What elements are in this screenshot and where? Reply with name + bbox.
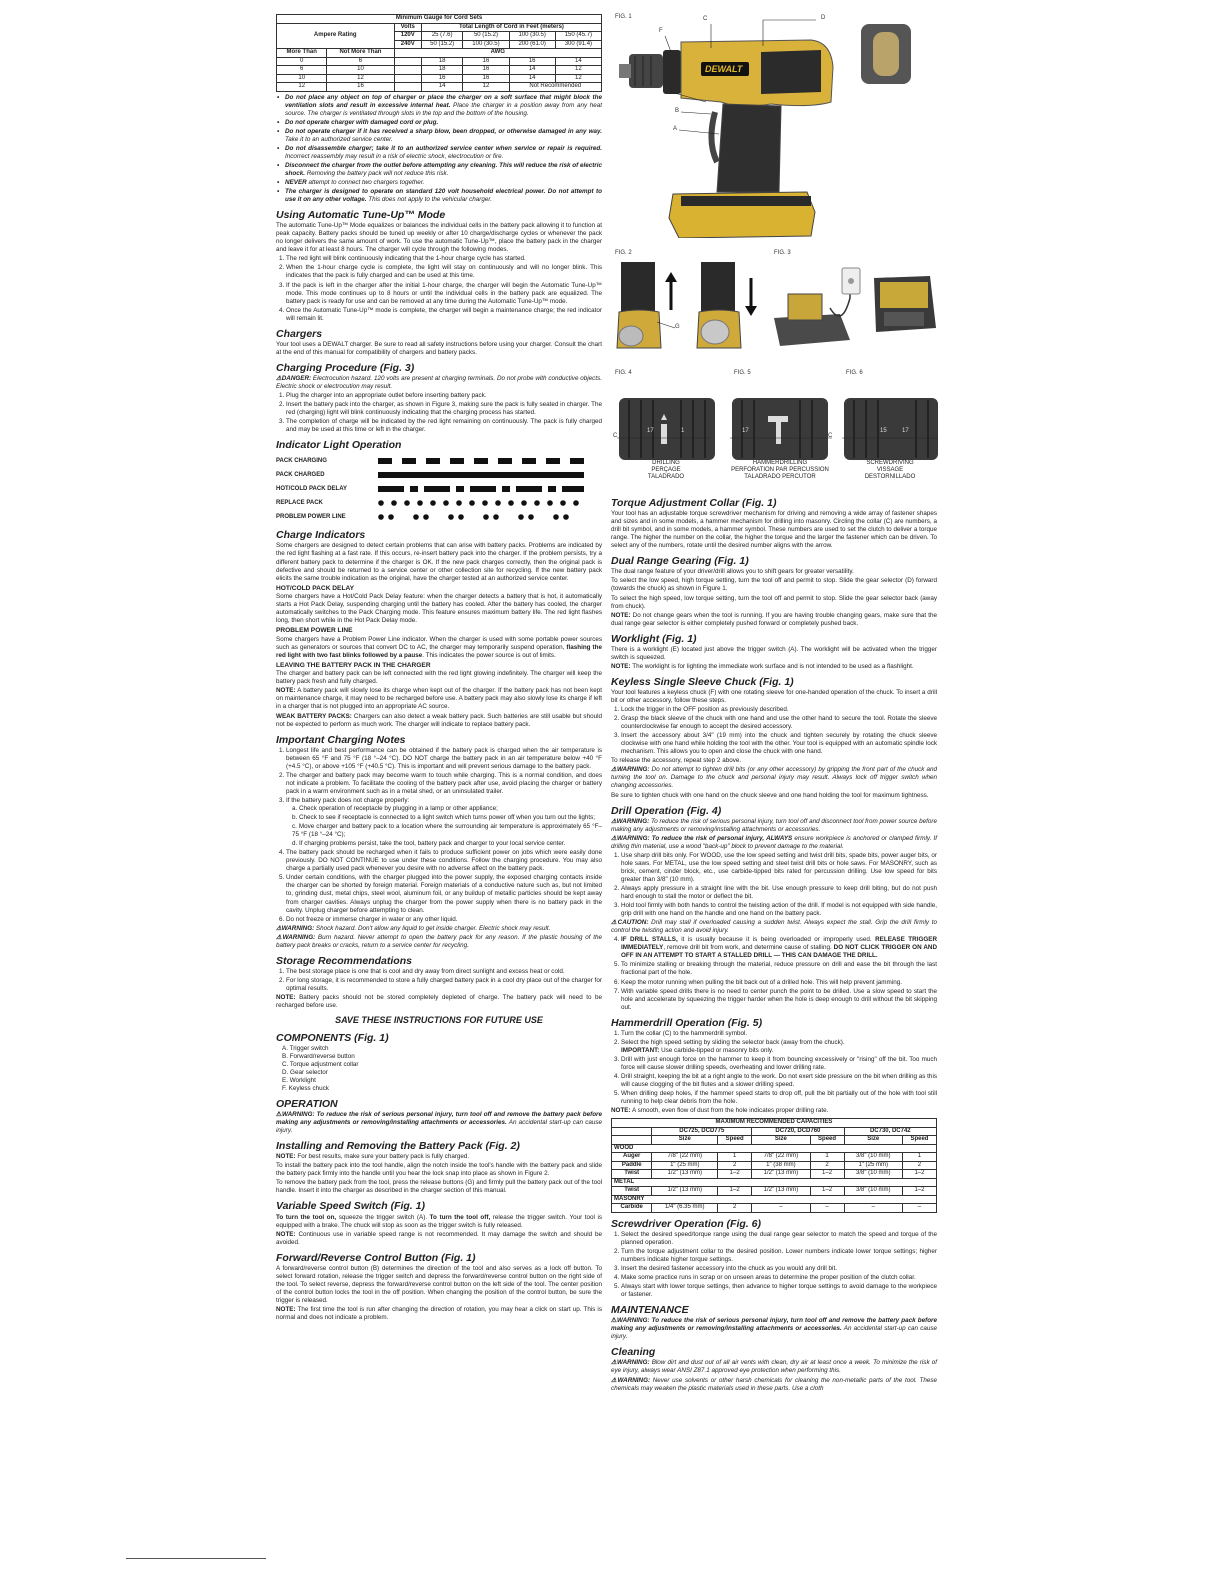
table-cell: 18 (421, 57, 462, 66)
section-title-storage: Storage Recommendations (276, 954, 412, 967)
right-column (611, 492, 937, 1394)
section-title-chargers: Chargers (276, 327, 323, 340)
warning-note: ⚠WARNING: Burn hazard. Never attempt to open the battery pack for any reason. If the plastic housing of the battery pack breaks or cracks, return to a service center for recycling. (276, 933, 602, 949)
indicator-row (276, 496, 602, 510)
drill-list (621, 852, 937, 918)
table-cell: 150 (45.7) (555, 32, 601, 41)
section-title-indicator: Indicator Light Operation (276, 439, 402, 452)
table-cell: 10 (277, 74, 327, 83)
blink-pattern-delay (378, 485, 598, 493)
indicator-label: PACK CHARGED (276, 471, 325, 478)
paragraph: To select the high speed, low torque setting, turn the tool off and permit to stop. Slide the gear selector back (away from chuck). (611, 594, 937, 610)
section-title-tuneup: Using Automatic Tune-Up™ Mode (276, 209, 446, 222)
caution-note: ⚠CAUTION: Drill may stall if overloaded causing a sudden twist. Always expect the stall. Grip the drill firmly to control the twisting action and avoid injury. (611, 919, 938, 935)
table-cell: 18 (421, 66, 462, 75)
table-cell: 16 (327, 83, 394, 92)
list-item: 1. The best storage place is one that is cool and dry away from direct sunlight and excess heat or cold. (286, 968, 602, 976)
paragraph: NOTE: A smooth, even flow of dust from the hole indicates proper drilling rate. (611, 1107, 829, 1115)
indicator-label: HOT/COLD PACK DELAY (276, 485, 348, 492)
paragraph: To install the battery pack into the tool handle, align the notch inside the tool's handle with the battery pack and slide the battery pack firmly into the handle until you hear the lock snap into place as shown in Figure 2. (276, 1162, 602, 1178)
table-cell: 50 (15.2) (463, 32, 509, 41)
charger-illustration (770, 248, 940, 360)
table-cell: 12 (555, 74, 601, 83)
table-row: Paddle 1" (25 mm) 2 1" (38 mm) 2 1" (25 mm) 2 (612, 1161, 937, 1170)
section-title-important: Important Charging Notes (276, 733, 406, 746)
warning-icon: ⚠ (276, 374, 282, 382)
collar-hammer-illustration (724, 380, 836, 466)
warning-note: ⚠WARNING: To reduce the risk of serious personal injury, turn tool off and remove the battery pack before making any adjustments or removing/installing attachments or accessories. An accidental start-up can cause injury. (276, 1111, 602, 1135)
col-header: Size (652, 1136, 718, 1145)
list-item: 3. Insert the desired fastener accessory into the chuck as you would any drill bit. (621, 1265, 937, 1273)
paragraph: To release the accessory, repeat step 2 above. (611, 757, 742, 765)
paragraph: To select the low speed, high torque setting, turn the tool off and permit to stop. Slide the gear selector (D) forward (towards the chuck) as shown in Figure 1. (611, 577, 937, 593)
paragraph: Be sure to tighten chuck with one hand on the chuck sleeve and one hand holding the tool for maximum tightness. (611, 791, 929, 799)
footnote-rule (126, 1558, 266, 1559)
section-title-worklight: Worklight (Fig. 1) (611, 632, 697, 645)
gauge-table-title: Minimum Gauge for Cord Sets (277, 15, 602, 24)
col-header: Speed (902, 1136, 936, 1145)
list-item: c. Move charger and battery pack to a location where the surrounding air temperature is approximately 65 °F–75 °F (18 °–24 °C); (292, 823, 602, 839)
list-item: 4. IF DRILL STALLS, it is usually because it is being overloaded or improperly used. RELEASE TRIGGER IMMEDIATELY, remove drill bit from work, and determine cause of stalling. DO NOT CLICK TRIGGER ON AND OFF IN AN ATTEMPT TO START A STALLED DRILL — THIS CAN DAMAGE THE DRILL. (621, 936, 937, 960)
length-header: Total Length of Cord in Feet (meters) (421, 23, 601, 32)
list-item: 2. The charger and battery pack may become warm to touch while charging. This is a normal condition, and does not indicate a problem. To facilitate the cooling of the battery pack after use, avoid placing the charger or battery pack in a warm environment such as in a metal shed, or an uninsulated trailer. (286, 772, 602, 796)
volt-120: 120V (394, 32, 421, 41)
section-title-charge-indicators: Charge Indicators (276, 529, 366, 542)
callout-c: C (703, 16, 708, 22)
list-item: • NEVER attempt to connect two chargers together. (276, 179, 602, 187)
list-item: 2. Insert the battery pack into the charger, as shown in Figure 3, making sure the pack is fully seated in charger. The red (charging) light will blink continuously indicating that the charging process has started. (286, 401, 602, 417)
table-cell: 25 (7.6) (421, 32, 462, 41)
list-item: • The charger is designed to operate on standard 120 volt household electrical power. Do not attempt to use it on any other voltage. This does not apply to the vehicular charger. (276, 188, 602, 204)
section-title-cleaning: Cleaning (611, 1346, 656, 1359)
list-item: 2. When the 1-hour charge cycle is complete, the light will stay on continuously and will no longer blink. This indicates that the pack is fully charged and can be used at this time. (286, 264, 602, 280)
callout-d: D (821, 15, 826, 21)
storage-list (286, 968, 602, 993)
table-cell: 16 (463, 66, 509, 75)
hammer-list (621, 1030, 937, 1106)
table-cell: 16 (509, 57, 555, 66)
paragraph: Some chargers have a Problem Power Line indicator. When the charger is used with some portable power sources such as generators or sources that convert DC to AC, the charger may temporarily suspend operation, flashing the red light with two fast blinks followed by a pause. This indicates the power source is out of limits. (276, 635, 602, 659)
blink-pattern-charging (378, 457, 598, 465)
section-title-install: Installing and Removing the Battery Pack (Fig. 2) (276, 1140, 520, 1153)
capacities-title: MAXIMUM RECOMMENDED CAPACITIES (612, 1119, 937, 1128)
paragraph: NOTE: Battery packs should not be stored completely depleted of charge. The battery pack will need to be recharged before use. (276, 994, 602, 1010)
list-item: • Disconnect the charger from the outlet before attempting any cleaning. This will reduce the risk of electric shock. Removing the battery pack will not reduce this risk. (276, 162, 602, 178)
table-row: Carbide 1/4" (6.35 mm) 2 – – – – (612, 1204, 937, 1213)
list-item: • Do not operate charger if it has received a sharp blow, been dropped, or otherwise damaged in any way. Take it to an authorized service center. (276, 128, 602, 144)
list-item: 5. Always start with lower torque settings, then advance to higher torque settings to avoid damage to the workpiece or fastener. (621, 1283, 937, 1299)
col-header: Size (844, 1136, 902, 1145)
list-item: 4. Make some practice runs in scrap or on unseen areas to determine the proper position of the clutch collar. (621, 1274, 937, 1282)
list-item: D. Gear selector (282, 1068, 328, 1076)
table-cell: 12 (277, 83, 327, 92)
paragraph: NOTE: For best results, make sure your battery pack is fully charged. (276, 1153, 470, 1161)
list-item: 1. Select the desired speed/torque range using the dual range gear selector to match the speed and torque of the planned operation. (621, 1231, 937, 1247)
paragraph: Your tool has an adjustable torque screwdriver mechanism for driving and removing a wide array of fastener shapes and sizes and in some models, a hammer mechanism for drilling into masonry. Circling the collar (C) are numbers, a drill bit symbol, and in some models, a hammer symbol. These numbers are used to set the clutch to deliver a torque range. The higher the number on the collar, the higher the torque and the larger the fastener which can be driven. To select any of the numbers, rotate until the desired number aligns with the arrow. (611, 510, 937, 550)
figure-4 (611, 368, 721, 488)
components-list (282, 1045, 602, 1093)
collar-drill-illustration (611, 380, 721, 466)
table-cell: 0 (277, 57, 327, 66)
blink-pattern-power-line (378, 513, 598, 521)
left-column (276, 14, 602, 1323)
list-item: B. Forward/reverse button (282, 1052, 355, 1060)
section-title-hammerdrill: Hammerdrill Operation (Fig. 5) (611, 1016, 763, 1029)
list-item: 5. Under certain conditions, with the charger plugged into the power supply, the exposed charging contacts inside the charger can be shorted by foreign material. Foreign materials of a conductive nature such as, but not limited to, grinding dust, metal chips, steel wool, aluminum foil, or any buildup of metallic particles should be kept away from charger cavities. Always unplug the charger from the power supply when there is no battery pack in the cavity. Unplug charger before attempting to clean. (286, 874, 602, 914)
list-item: b. Check to see if receptacle is connected to a light switch which turns power off when you turn out the lights; (292, 814, 595, 822)
list-item: 1. Longest life and best performance can be obtained if the battery pack is charged when the air temperature is between 65 °F and 75 °F (18 °–24 °C). DO NOT charge the battery pack in an air temperature below +40 °F (+4.5 °C), or above +105 °F (+40.5 °C). This is important and will prevent serious damage to the battery pack. (286, 747, 602, 771)
table-cell: 6 (327, 57, 394, 66)
paragraph: NOTE: The first time the tool is run after changing the direction of rotation, you may hear a click on start up. This is normal and does not indicate a problem. (276, 1306, 602, 1322)
list-item: 4. Once the Automatic Tune-Up™ mode is complete, the charger will begin a maintenance charge; the red indicator will remain lit. (286, 307, 602, 323)
col-header: Size (752, 1136, 810, 1145)
list-item: 3. Hold tool firmly with both hands to control the twisting action of the drill. If model is not equipped with side handle, grip drill with one hand on the handle and one hand on the battery pack. (621, 902, 937, 918)
charging-list (286, 392, 602, 434)
list-item: 2. Select the high speed setting by sliding the selector back (away from the chuck). IMPORTANT: Use carbide-tipped or masonry bits only. (621, 1039, 937, 1055)
indicator-row (276, 454, 602, 468)
figure-label: FIG. 6 (846, 370, 863, 376)
paragraph: Some chargers are designed to detect certain problems that can arise with battery packs. Problems are indicated by the red light flashing at a fast rate. If this occurs, re-insert battery pack into the charger. If the problem persists, try a different battery pack to determine if the charger is OK. If the new pack charges correctly, then the original pack is defective and should be returned to a service center or other collection site for recycling. If the new battery pack elicits the same trouble indication as the original, have the charger tested at an authorized service center. (276, 542, 602, 582)
table-cell: 200 (61.0) (509, 40, 555, 49)
collar-number: 17 (742, 428, 749, 434)
callout-e: E (665, 88, 670, 94)
list-item: d. If charging problems persist, take the tool, battery pack and charger to your local service center. (292, 840, 566, 848)
section-title-torque: Torque Adjustment Collar (Fig. 1) (611, 497, 777, 509)
collar-number: 15 (880, 428, 887, 434)
mode-caption-screw: SCREWDRIVING VISSAGE DESTORNILLADO (864, 460, 916, 481)
paragraph: WEAK BATTERY PACKS: Chargers can also detect a weak battery pack. Such batteries are still usable but should not be expected to perform as much work. The charger will indicate to replace battery pack. (276, 712, 602, 728)
paragraph: NOTE: The worklight is for lighting the immediate work surface and is not intended to be used as a flashlight. (611, 662, 914, 670)
collar-number: 17 (902, 428, 909, 434)
awg-header: AWG (394, 49, 601, 58)
ampere-header: Ampere Rating (277, 23, 395, 49)
section-title-screwdriver: Screwdriver Operation (Fig. 6) (611, 1217, 761, 1230)
indicator-row (276, 468, 602, 482)
col-header: Speed (810, 1136, 844, 1145)
screwdriver-list (621, 1231, 937, 1299)
group-header: MASONRY (612, 1195, 937, 1204)
list-item: 2. Grasp the black sleeve of the chuck with one hand and use the other hand to secure the tool. Rotate the sleeve counterclockwise far enough to accept the desired accessory. (621, 715, 937, 731)
warning-note: ⚠WARNING: To reduce the risk of serious personal injury, turn tool off and remove the battery pack before making any adjustments or removing/installing attachments or accessories. An accidental start-up can cause injury. (611, 1317, 937, 1341)
paragraph: NOTE: A battery pack will slowly lose its charge when kept out of the charger. If the battery pack has not been kept on maintenance charge, it may need to be recharged before use. A battery pack may also slowly lose its charge if left in a charger that is not plugged into an appropriate AC source. (276, 687, 602, 711)
list-item: 5. When drilling deep holes, if the hammer speed starts to drop off, pull the bit partially out of the hole with tool still running to help clear debris from the hole. (621, 1090, 937, 1106)
figure-1 (611, 12, 941, 238)
section-title-components: COMPONENTS (Fig. 1) (276, 1031, 389, 1044)
battery-insert-illustration (611, 248, 761, 360)
figure-5 (724, 368, 836, 488)
table-cell: 14 (509, 66, 555, 75)
paragraph: There is a worklight (E) located just above the trigger switch (A). The worklight will be activated when the trigger switch is squeezed. (611, 645, 937, 661)
warning-note: ⚠WARNING: To reduce the risk of serious personal injury, turn tool off and disconnect tool from power source before making any adjustments or removing/installing attachments or accessories. (611, 817, 937, 833)
section-title-operation: OPERATION (276, 1097, 338, 1110)
volts-header: Volts (394, 23, 421, 32)
collar-number: 1 (681, 428, 685, 434)
figure-label: FIG. 2 (615, 250, 632, 256)
table-cell: 16 (463, 57, 509, 66)
list-item: 4. Drill straight, keeping the bit at a right angle to the work. Do not exert side pressure on the bit when drilling as this will cause clogging of the bit flutes and a slower drilling speed. (621, 1073, 937, 1089)
list-item: • Do not place any object on top of charger or place the charger on a soft surface that might block the ventilation slots and result in excessive internal heat. Place the charger in a position away from any heat source. The charger is ventilated through slots in the top and the bottom of the housing. (276, 94, 602, 118)
list-item: A. Trigger switch (282, 1044, 329, 1052)
model-header: DC720, DCD760 (752, 1127, 844, 1136)
paragraph: A forward/reverse control button (B) determines the direction of the tool and also serves as a lock off button. To select forward rotation, release the trigger switch and depress the forward/reverse control button on the right side of the tool. To select reverse, depress the forward/reverse control button on the left side of the tool. The center position of the control button locks the tool in the off position. When changing the position of the control button, be sure the trigger is released. (276, 1264, 602, 1304)
list-item: 7. With variable speed drills there is no need to center punch the point to be drilled. Use a slow speed to start the hole and accelerate by squeezing the trigger harder when the hole is deep enough to drill without the bit skipping out. (621, 988, 937, 1012)
drill-list-continued (621, 936, 937, 1011)
group-header: WOOD (612, 1144, 937, 1153)
subheading: LEAVING THE BATTERY PACK IN THE CHARGER (276, 661, 431, 669)
figure-6 (840, 368, 940, 488)
important-list (286, 747, 602, 924)
col-header: Speed (718, 1136, 752, 1145)
table-cell: 12 (327, 74, 394, 83)
table-cell: 14 (421, 83, 462, 92)
table-row: Auger 7/8" (22 mm) 1 7/8" (22 mm) 1 3/8" (10 mm) 1 (612, 1153, 937, 1162)
figure-2 (611, 248, 761, 360)
subheading: HOT/COLD PACK DELAY (276, 584, 355, 592)
list-item: • Do not disassemble charger; take it to an authorized service center when service or repair is required. Incorrect reassembly may result in a risk of electric shock, electrocution or fire. (276, 145, 602, 161)
group-header: METAL (612, 1178, 937, 1187)
mode-caption-hammer: HAMMERDRILLING PERFORATION PAR PERCUSSION TALADRADO PERCUTOR (731, 460, 829, 481)
list-item: • Do not operate charger with damaged cord or plug. (276, 119, 602, 127)
table-cell: 12 (555, 66, 601, 75)
section-title-charging-procedure: Charging Procedure (Fig. 3) (276, 361, 415, 374)
figure-3 (770, 248, 940, 360)
list-item: 5. To minimize stalling or breaking through the material, reduce pressure on drill and ease the bit through the last fractional part of the hole. (621, 961, 937, 977)
table-cell: 300 (91.4) (555, 40, 601, 49)
model-header: DC730, DC742 (844, 1127, 936, 1136)
paragraph: Your tool uses a DEWALT charger. Be sure to read all safety instructions before using your charger. Consult the chart at the end of this manual for compatibility of chargers and battery packs. (276, 340, 602, 356)
table-cell: 100 (30.5) (509, 32, 555, 41)
callout-c: C (613, 433, 618, 439)
section-title-keyless-chuck: Keyless Single Sleeve Chuck (Fig. 1) (611, 675, 794, 688)
list-item: 4. The battery pack should be recharged when it fails to produce sufficient power on jobs which were easily done previously. DO NOT CONTINUE to use under these conditions. Follow the charging procedure. You may also charge a partially used pack whenever you desire with no adverse affect on the battery pack. (286, 849, 602, 873)
indicator-light-chart (276, 454, 602, 524)
figure-label: FIG. 3 (774, 250, 791, 256)
section-title-forward-reverse: Forward/Reverse Control Button (Fig. 1) (276, 1251, 476, 1264)
indicator-label: PROBLEM POWER LINE (276, 513, 346, 520)
list-item: 2. Turn the torque adjustment collar to the desired position. Lower numbers indicate lower torque settings; higher numbers indicate higher torque settings. (621, 1248, 937, 1264)
table-cell: 6 (277, 66, 327, 75)
list-item: 1. Lock the trigger in the OFF position as previously described. (621, 706, 937, 714)
table-cell: 14 (509, 74, 555, 83)
charger-safety-list (276, 94, 602, 205)
warning-note: ⚠WARNING: Never use solvents or other harsh chemicals for cleaning the non-metallic parts of the tool. These chemicals may weaken the plastic materials used in these parts. Use a cloth (611, 1376, 937, 1392)
table-cell: 10 (327, 66, 394, 75)
table-cell: 16 (463, 74, 509, 83)
table-cell: Not Recommended (509, 83, 601, 92)
warning-note: ⚠WARNING: Blow dirt and dust out of all air vents with clean, dry air at least once a week. To minimize the risk of eye injury, always wear ANSI Z87.1 approved eye protection when performing this. (611, 1359, 937, 1375)
collar-screw-illustration (840, 380, 940, 466)
list-item: C. Torque adjustment collar (282, 1060, 359, 1068)
more-than-header: More Than (277, 49, 327, 58)
list-item: 3. If the pack is left in the charger after the initial 1-hour charge, the charger will begin the Automatic Tune-Up™ mode. This mode continues up to 8 hours or until the individual cells in the battery pack are equalized. The battery pack is ready for use and can be removed at any time during the Automatic Tune-Up™ mode. (286, 282, 602, 306)
callout-g: G (675, 324, 680, 330)
table-cell: 14 (555, 57, 601, 66)
sub-list (292, 805, 602, 848)
section-title-maintenance: MAINTENANCE (611, 1304, 689, 1317)
list-item: 1. The red light will blink continuously indicating that the 1-hour charge cycle has started. (286, 255, 602, 263)
cord-gauge-table (276, 14, 602, 92)
paragraph: NOTE: Continuous use in variable speed range is not recommended. It may damage the switch and should be avoided. (276, 1230, 602, 1246)
table-cell: 100 (30.5) (463, 40, 509, 49)
indicator-row (276, 482, 602, 496)
list-item: 3. Drill with just enough force on the hammer to keep it from bouncing excessively or "rising" off the bit. Too much force will cause slower drilling speeds, overheating and lower drilling rate. (621, 1056, 937, 1072)
indicator-row (276, 510, 602, 524)
tuneup-list (286, 255, 602, 322)
brand-logo: DEWALT (705, 64, 743, 74)
warning-note: ⚠WARNING: To reduce the risk of personal injury, ALWAYS ensure workpiece is anchored or clamped firmly. If drilling thin material, use a wood "back-up" block to prevent damage to the material. (611, 834, 937, 850)
list-item: 3. If the battery pack does not charge properly: a. Check operation of receptacle by plugging in a lamp or other appliance; b. Check to see if receptacle is connected to a light switch which turns power off when you turn out the lights; c. Move charger and battery pack to a location where the surrounding air temperature is approximately 65 °F–75 °F (18 °–24 °C); d. If charging problems persist, take the tool, battery pack and charger to your local service center. (286, 797, 602, 848)
paragraph: The charger and battery pack can be left connected with the red light glowing indefinitely. The charger will keep the battery pack fresh and fully charged. (276, 670, 602, 686)
paragraph: To remove the battery pack from the tool, press the release buttons (G) and firmly pull the battery pack out of the tool handle. Insert it into the charger as described in the charger section of this manual. (276, 1179, 602, 1195)
list-item: 2. Always apply pressure in a straight line with the bit. Use enough pressure to keep drill biting, but do not push hard enough to stall the motor or deflect the bit. (621, 885, 937, 901)
table-row: Twist 1/2" (13 mm) 1–2 1/2" (13 mm) 1–2 3/8" (10 mm) 1–2 (612, 1170, 937, 1179)
subheading: PROBLEM POWER LINE (276, 627, 353, 635)
not-more-than-header: Not More Than (327, 49, 394, 58)
figure-label: FIG. 1 (615, 14, 632, 20)
mode-caption-drill: DRILLING PERÇAGE TALADRADO (647, 460, 685, 481)
indicator-label: REPLACE PACK (276, 499, 323, 506)
list-item: E. Worklight (282, 1076, 316, 1084)
save-instructions-banner: SAVE THESE INSTRUCTIONS FOR FUTURE USE (335, 1015, 543, 1026)
model-header: DC725, DCD775 (652, 1127, 752, 1136)
section-title-dual-range: Dual Range Gearing (Fig. 1) (611, 555, 749, 568)
paragraph: To turn the tool on, squeeze the trigger switch (A). To turn the tool off, release the trigger switch. Your tool is equipped with a brake. The chuck will stop as soon as the trigger switch is fully released. (276, 1213, 603, 1229)
paragraph: Some chargers have a Hot/Cold Pack Delay feature: when the charger detects a battery that is hot, it automatically starts a Hot Pack Delay, suspending charging until the battery has cooled. After the battery has cooled, the charger automatically switches to the Pack Charging mode. This feature ensures maximum battery life. The red light flashes long, then short while in the Hot Pack Delay mode. (276, 593, 602, 625)
figure-label: FIG. 5 (734, 370, 751, 376)
callout-b: B (675, 108, 680, 114)
list-item: 6. Keep the motor running when pulling the bit back out of a drilled hole. This will help prevent jamming. (621, 979, 937, 987)
paragraph: NOTE: Do not change gears when the tool is running. If you are having trouble changing gears, make sure that the dual range gear selector is either completely pushed forward or completely pushed back. (611, 611, 937, 627)
drill-illustration (611, 12, 941, 238)
danger-note: ⚠DANGER: Electrocution hazard. 120 volts are present at charging terminals. Do not probe with conductive objects. Electric shock or electrocution may result. (276, 374, 602, 390)
volt-240: 240V (394, 40, 421, 49)
list-item: 3. Insert the accessory about 3/4" (19 mm) into the chuck and tighten securely by rotating the chuck sleeve clockwise with one hand while holding the tool with the other. Your tool is equipped with an automatic spindle lock mechanism. This allows you to open and close the chuck with one hand. (621, 732, 937, 756)
paragraph: The dual range feature of your driver/drill allows you to shift gears for greater versatility. (611, 568, 854, 576)
list-item: 1. Use sharp drill bits only. For WOOD, use the low speed setting and twist drill bits, spade bits, power auger bits, or hole saws. For METAL, use the low speed setting and steel twist drill bits or hole saws. For MASONRY, such as brick, cement, cinder block, etc., use carbide-tipped bits rated for percussion drilling. Use low speed for bits greater than 3/8" (10 mm). (621, 852, 937, 884)
list-item: 1. Plug the charger into an appropriate outlet before inserting battery pack. (286, 392, 602, 400)
list-item: 6. Do not freeze or immerse charger in water or any other liquid. (286, 916, 602, 924)
table-row: Twist 1/2" (13 mm) 1–2 1/2" (13 mm) 1–2 3/8" (10 mm) 1–2 (612, 1187, 937, 1196)
blink-pattern-replace (378, 499, 598, 507)
blink-pattern-charged (378, 471, 598, 479)
paragraph: Your tool features a keyless chuck (F) with one rotating sleeve for one-handed operation of the chuck. To insert a drill bit or other accessory, follow these steps. (611, 688, 937, 704)
paragraph: The automatic Tune-Up™ Mode equalizes or balances the individual cells in the battery pack allowing it to function at peak capacity. Battery packs should be tuned up weekly or after 10 charge/discharge cycles or whenever the pack no longer delivers the same amount of work. To use the automatic Tune-Up™, place the battery pack in the charger and leave it for at least 8 hours. The charger will cycle through the following modes. (276, 222, 602, 254)
figure-label: FIG. 4 (615, 370, 632, 376)
keyless-list (621, 706, 937, 756)
table-cell: 16 (421, 74, 462, 83)
warning-note: ⚠WARNING: Do not attempt to tighten drill bits (or any other accessory) by gripping the front part of the chuck and turning the tool on. Damage to the chuck and personal injury may result. Always lock off trigger switch when changing accessories. (611, 766, 937, 790)
warning-note: ⚠WARNING: Shock hazard. Don't allow any liquid to get inside charger. Electric shock may result. (276, 924, 551, 932)
table-cell: 50 (15.2) (421, 40, 462, 49)
section-title-drill-operation: Drill Operation (Fig. 4) (611, 804, 722, 817)
section-title-variable-speed: Variable Speed Switch (Fig. 1) (276, 1200, 425, 1213)
list-item: a. Check operation of receptacle by plugging in a lamp or other appliance; (292, 805, 498, 812)
callout-f: F (659, 28, 663, 34)
table-cell: 12 (463, 83, 509, 92)
callout-a: A (673, 126, 678, 132)
list-item: 1. Turn the collar (C) to the hammerdrill symbol. (621, 1030, 937, 1038)
list-item: 3. The completion of charge will be indicated by the red light remaining on continuously. The pack is fully charged and may be used at this time or left in the charger. (286, 418, 602, 434)
list-item: 2. For long storage, it is recommended to store a fully charged battery pack in a cool dry place out of the charger for optimal results. (286, 977, 602, 993)
indicator-label: PACK CHARGING (276, 457, 327, 464)
capacities-table (611, 1118, 937, 1213)
callout-c: C (828, 433, 833, 439)
collar-number: 17 (647, 428, 654, 434)
list-item: F. Keyless chuck (282, 1084, 329, 1092)
